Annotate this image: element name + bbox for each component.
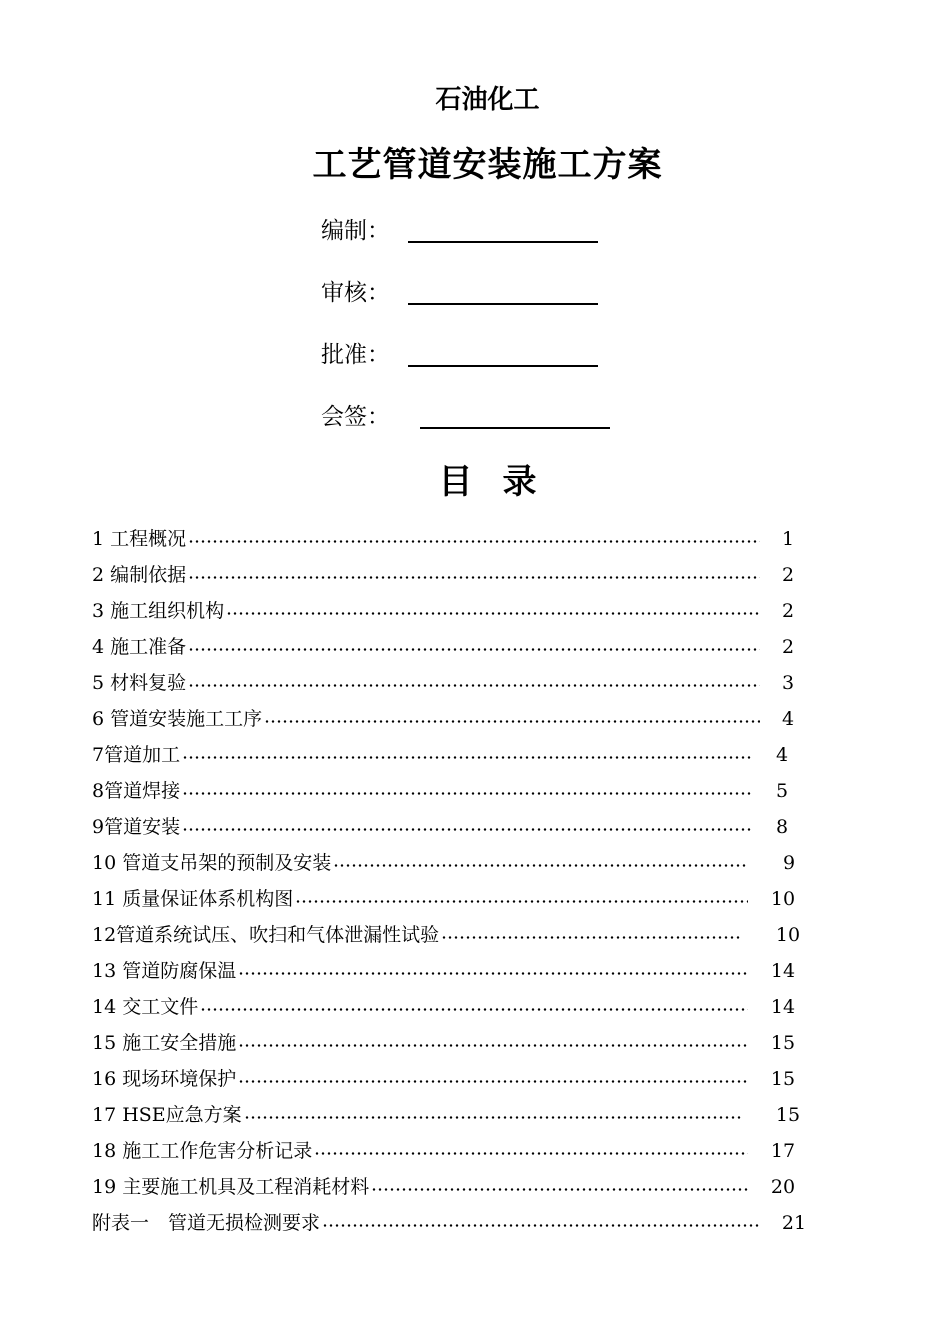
- signature-line: [408, 365, 598, 367]
- toc-entry-page-number: 21: [781, 1212, 807, 1234]
- toc-entry[interactable]: [92, 704, 760, 734]
- toc-entry-title: 7管道加工: [92, 744, 181, 766]
- toc-entry-page-number: 2: [781, 600, 795, 622]
- toc-entry-page-number: 1: [781, 528, 795, 550]
- toc-entry[interactable]: [92, 812, 752, 842]
- toc-entry-page-number: 4: [775, 744, 789, 766]
- toc-leader-dots: [312, 1136, 748, 1166]
- toc-entry[interactable]: [92, 632, 760, 662]
- toc-entry-title: 14 交工文件: [92, 996, 199, 1018]
- toc-entry[interactable]: [92, 884, 748, 914]
- toc-leader-dots: [331, 848, 748, 878]
- toc-entry[interactable]: [92, 1028, 748, 1058]
- toc-entry[interactable]: [92, 1136, 748, 1166]
- toc-entry[interactable]: [92, 848, 748, 878]
- toc-leader-dots: [320, 1208, 760, 1238]
- toc-leader-dots: [439, 920, 742, 950]
- signature-label: 编制：: [321, 218, 390, 244]
- toc-entry-title: 6 管道安装施工工序: [92, 708, 263, 730]
- toc-entry[interactable]: [92, 1064, 748, 1094]
- signature-line: [408, 303, 598, 305]
- toc-leader-dots: [236, 1064, 748, 1094]
- document-title: 工艺管道安装施工方案: [312, 145, 663, 185]
- signature-line: [420, 427, 610, 429]
- toc-entry-page-number: 10: [775, 924, 801, 946]
- toc-leader-dots: [186, 560, 760, 590]
- toc-leader-dots: [186, 524, 760, 554]
- toc-entry[interactable]: [92, 920, 742, 950]
- toc-entry[interactable]: [92, 560, 760, 590]
- signature-label: 批准：: [321, 342, 390, 368]
- toc-entry-title: 13 管道防腐保温: [92, 960, 237, 982]
- toc-leader-dots: [224, 596, 760, 626]
- toc-entry-page-number: 2: [781, 636, 795, 658]
- signature-label: 会签：: [321, 404, 390, 430]
- signature-row-countersign: [321, 398, 610, 432]
- toc-leader-dots: [236, 1028, 748, 1058]
- toc-entry-title: 8管道焊接: [92, 780, 181, 802]
- toc-entry-title: 4 施工准备: [92, 636, 187, 658]
- toc-entry-page-number: 3: [781, 672, 795, 694]
- toc-entry-page-number: 17: [770, 1140, 796, 1162]
- toc-leader-dots: [186, 668, 760, 698]
- toc-entry-page-number: 2: [781, 564, 795, 586]
- toc-leader-dots: [186, 632, 760, 662]
- toc-entry-title: 3 施工组织机构: [92, 600, 225, 622]
- toc-entry-title: 18 施工工作危害分析记录: [92, 1140, 313, 1162]
- signature-row-compile: [321, 212, 598, 246]
- toc-entry-title: 10 管道支吊架的预制及安装: [92, 852, 332, 874]
- toc-entry[interactable]: [92, 596, 760, 626]
- toc-entry[interactable]: [92, 776, 752, 806]
- toc-leader-dots: [236, 956, 748, 986]
- toc-entry[interactable]: [92, 1208, 760, 1238]
- toc-entry-title: 16 现场环境保护: [92, 1068, 237, 1090]
- signature-row-approve: [321, 336, 598, 370]
- toc-entry-page-number: 15: [770, 1068, 796, 1090]
- toc-entry-page-number: 14: [770, 960, 796, 982]
- toc-entry[interactable]: [92, 740, 752, 770]
- toc-entry-title: 19 主要施工机具及工程消耗材料: [92, 1176, 370, 1198]
- toc-leader-dots: [242, 1100, 742, 1130]
- toc-entry-title: 11 质量保证体系机构图: [92, 888, 294, 910]
- toc-entry-page-number: 5: [775, 780, 789, 802]
- toc-entry-page-number: 14: [770, 996, 796, 1018]
- toc-leader-dots: [262, 704, 760, 734]
- signature-label: 审核：: [321, 280, 390, 306]
- toc-entry[interactable]: [92, 956, 748, 986]
- toc-entry-title: 1 工程概况: [92, 528, 187, 550]
- toc-entry[interactable]: [92, 668, 760, 698]
- toc-leader-dots: [293, 884, 748, 914]
- toc-heading: [0, 460, 950, 504]
- toc-entry[interactable]: [92, 992, 748, 1022]
- toc-entry-page-number: 15: [775, 1104, 801, 1126]
- toc-leader-dots: [180, 776, 752, 806]
- toc-leader-dots: [180, 740, 752, 770]
- toc-heading-left: 目: [438, 462, 473, 502]
- toc-entry-title: 9管道安装: [92, 816, 181, 838]
- toc-entry[interactable]: [92, 1172, 748, 1202]
- signature-line: [408, 241, 598, 243]
- toc-entry-title: 17 HSE应急方案: [92, 1104, 242, 1126]
- toc-entry-page-number: 9: [782, 852, 796, 874]
- toc-entry-page-number: 10: [770, 888, 796, 910]
- toc-leader-dots: [198, 992, 748, 1022]
- toc-entry-page-number: 15: [770, 1032, 796, 1054]
- toc-entry-title: 附表一 管道无损检测要求: [92, 1212, 321, 1234]
- toc-entry-title: 5 材料复验: [92, 672, 187, 694]
- toc-entry[interactable]: [92, 524, 760, 554]
- toc-entry-title: 2 编制依据: [92, 564, 187, 586]
- toc-entry[interactable]: [92, 1100, 742, 1130]
- toc-entry-title: 15 施工安全措施: [92, 1032, 237, 1054]
- toc-entry-page-number: 20: [770, 1176, 796, 1198]
- company-name: 石油化工: [435, 85, 540, 115]
- toc-heading-right: 录: [502, 462, 537, 502]
- toc-leader-dots: [369, 1172, 748, 1202]
- toc-entry-title: 12管道系统试压、吹扫和气体泄漏性试验: [92, 924, 440, 946]
- toc-entry-page-number: 8: [775, 816, 789, 838]
- toc-leader-dots: [180, 812, 752, 842]
- toc-entry-page-number: 4: [781, 708, 795, 730]
- signature-row-review: [321, 274, 598, 308]
